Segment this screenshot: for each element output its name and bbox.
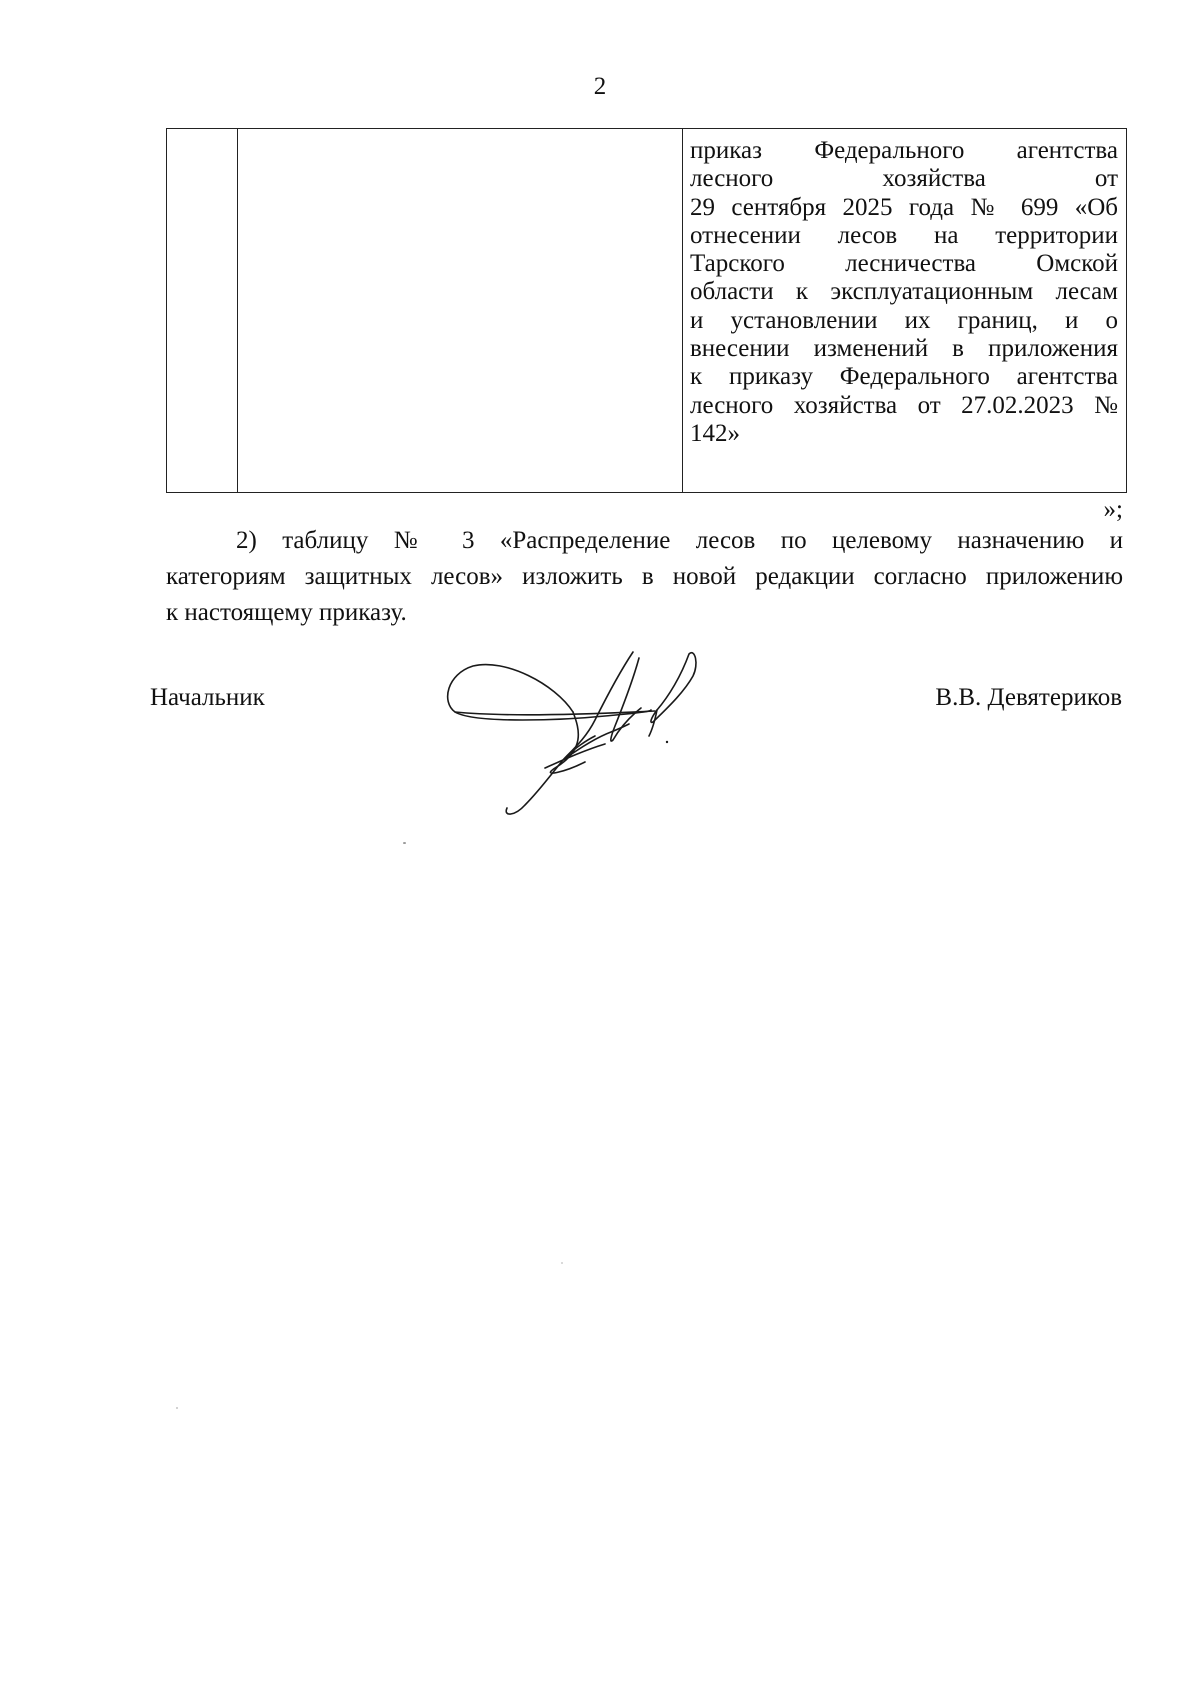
closing-quote: »;	[1103, 496, 1123, 523]
signer-title: Начальник	[150, 684, 265, 711]
scan-speck	[176, 1407, 178, 1409]
scan-speck	[403, 842, 406, 844]
text-line: Тарского лесничества Омской	[690, 250, 1118, 278]
paragraph-line: к настоящему приказу.	[166, 599, 407, 626]
table-cell-name	[238, 129, 683, 493]
amendment-paragraph	[166, 523, 1123, 631]
text-line: лесного хозяйства от	[690, 165, 1118, 193]
page-number: 2	[593, 73, 607, 100]
scan-speck	[561, 1262, 563, 1264]
text-line: 142»	[690, 419, 740, 447]
text-line: отнесении лесов на территории	[690, 221, 1118, 249]
table-row	[167, 129, 1127, 493]
text-line: внесении изменений в приложения	[690, 335, 1118, 363]
text-line: области к эксплуатационным лесам	[690, 278, 1118, 306]
paragraph-line: категориям защитных лесов» изложить в новой редакции согласно приложению	[166, 563, 1123, 590]
text-line: 29 сентября 2025 года № 699 «Об	[690, 193, 1118, 221]
handwritten-signature	[445, 640, 765, 820]
document-reference-text	[683, 129, 1126, 448]
text-line: и установлении их границ, и о	[690, 306, 1118, 334]
table-cell-number	[167, 129, 238, 493]
text-line: к приказу Федерального агентства	[690, 363, 1118, 391]
signer-name: В.В. Девятериков	[935, 684, 1122, 711]
text-line: приказ Федерального агентства	[690, 137, 1118, 164]
table-cell-document	[683, 129, 1127, 493]
text-line: лесного хозяйства от 27.02.2023 №	[690, 391, 1118, 419]
order-table	[166, 128, 1127, 493]
paragraph-line: 2) таблицу № 3 «Распределение лесов по целевому назначению и	[236, 527, 1123, 554]
